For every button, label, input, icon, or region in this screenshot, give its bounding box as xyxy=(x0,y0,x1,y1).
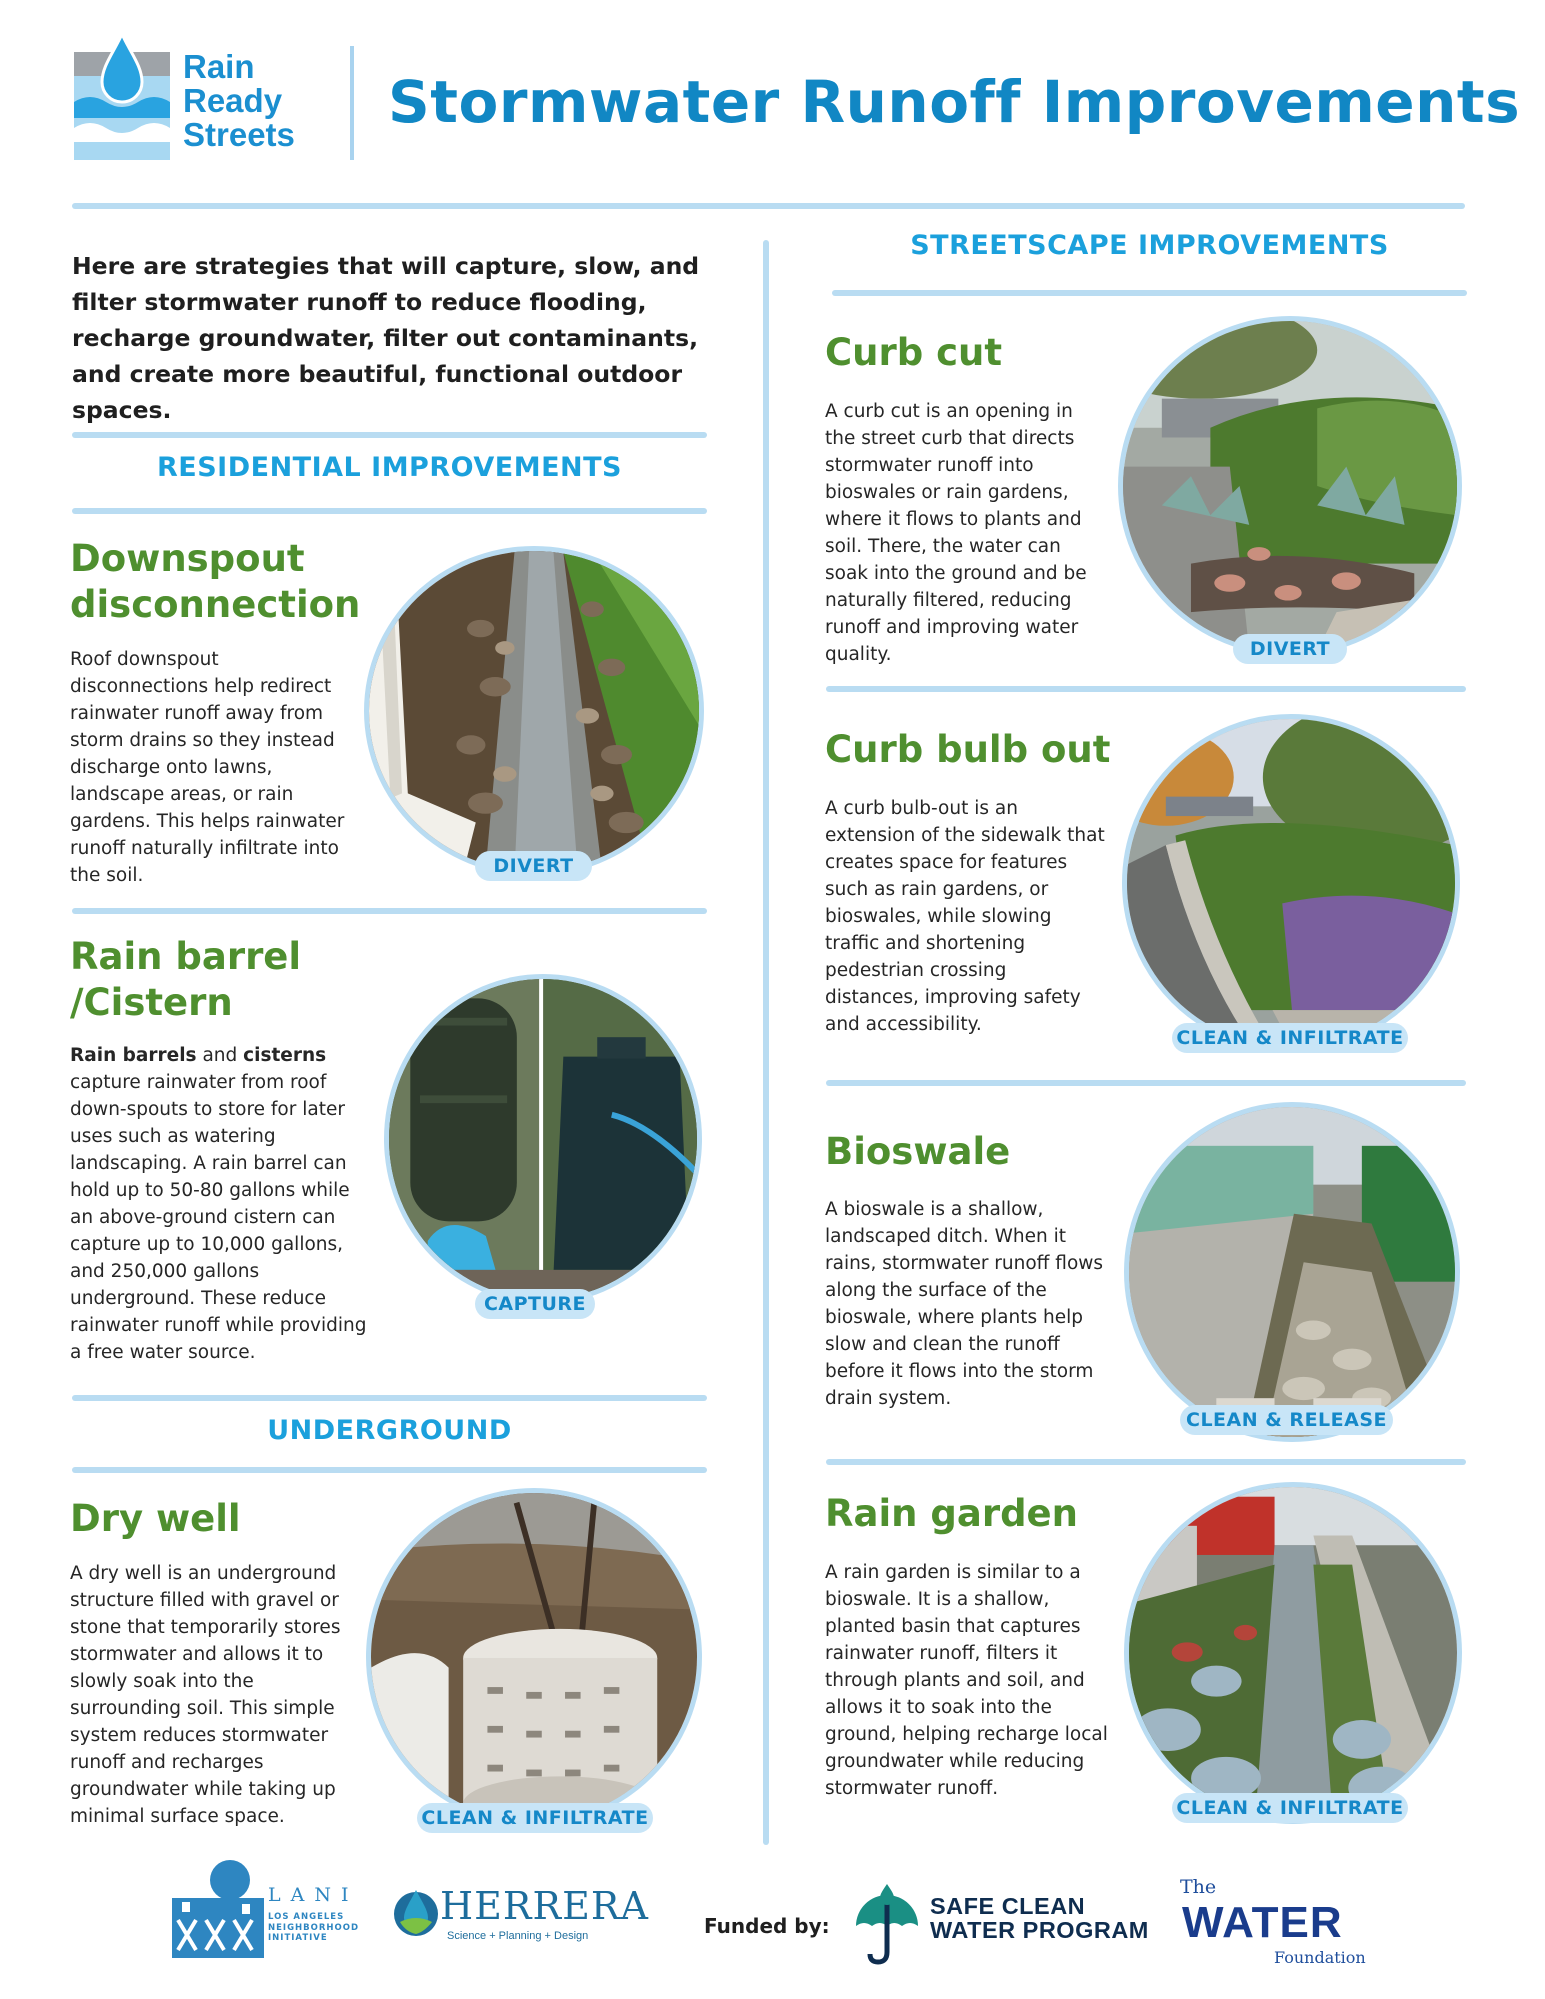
lani-subtitle xyxy=(268,1912,359,1944)
water-foundation-foundation: Foundation xyxy=(1274,1948,1366,1967)
dry-well-tag: CLEAN & INFILTRATE xyxy=(417,1803,653,1833)
rain-barrel-cistern-photo-icon xyxy=(384,974,702,1304)
funded-by-label: Funded by: xyxy=(704,1914,830,1938)
section-rule xyxy=(72,1467,707,1473)
rain-ready-streets-logo-icon xyxy=(74,32,170,160)
curb-cut-tag: DIVERT xyxy=(1233,634,1347,664)
rain-garden-description: A rain garden is similar to a bioswale. It is a shallow, planted basin that captures rainwater runoff, filters it through plants and soil, and allows it to soak into the ground, helping recharge local groundwater while reducing stormwater runoff. xyxy=(825,1562,1108,1799)
rain-barrel-title-line-1: Rain barrel xyxy=(70,935,302,978)
lani-name: LANI xyxy=(268,1884,359,1906)
cistern-bold-term: cisterns xyxy=(243,1045,327,1066)
scw-line-2: WATER PROGRAM xyxy=(930,1917,1149,1943)
rain-barrel-description xyxy=(70,1042,370,1366)
dry-well-title: Dry well xyxy=(70,1497,241,1540)
scw-line-1: SAFE CLEAN xyxy=(930,1893,1086,1919)
rain-barrel-body: capture rainwater from roof down-spouts to store for later uses such as watering landscaping. A rain barrel can hold up to 50-80 gallons while an above-ground cistern can capture up to 10,000 gallons, and 250,000 gallons underground. These reduce rainwater runoff while providing a free water source. xyxy=(70,1072,367,1363)
logo-wordmark xyxy=(183,50,295,152)
rain-barrel-bold-term: Rain barrels xyxy=(70,1045,197,1066)
safe-clean-water-umbrella-icon xyxy=(852,1882,922,1966)
herrera-name: HERRERA xyxy=(440,1884,649,1928)
curb-bulb-out-description: A curb bulb-out is an extension of the sidewalk that creates space for features such as rain gardens, or bioswales, while slowing traffic and shortening pedestrian crossing distances, improving safety and accessibility. xyxy=(825,798,1105,1035)
downspout-rock-channel-photo-icon xyxy=(364,546,704,876)
downspout-tag: DIVERT xyxy=(475,851,592,881)
rain-barrel-conjunction: and xyxy=(196,1045,244,1066)
bioswale-photo-icon xyxy=(1124,1102,1460,1442)
curb-cut-description: A curb cut is an opening in the street curb that directs stormwater runoff into bioswales or rain gardens, where it flows to plants and soil. There, the water can soak into the ground and be naturally filtered, reducing runoff and improving water quality. xyxy=(825,401,1087,665)
curb-bulb-out-title: Curb bulb out xyxy=(825,728,1111,771)
header-rule xyxy=(72,203,1465,209)
rain-garden-tag: CLEAN & INFILTRATE xyxy=(1172,1793,1408,1823)
bioswale-tag: CLEAN & RELEASE xyxy=(1180,1405,1393,1435)
column-divider xyxy=(763,240,769,1845)
header-divider xyxy=(350,46,354,160)
water-foundation-water: WATER xyxy=(1182,1898,1343,1947)
curb-bulb-out-photo-icon xyxy=(1122,714,1460,1052)
logo-line-3: Streets xyxy=(183,116,295,153)
item-rule xyxy=(826,686,1466,692)
downspout-title xyxy=(70,536,360,628)
rain-barrel-title-line-2: /Cistern xyxy=(70,981,233,1024)
downspout-title-line-1: Downspout xyxy=(70,537,305,580)
section-rule xyxy=(72,432,707,438)
rain-barrel-title xyxy=(70,934,301,1026)
curb-bulb-out-tag: CLEAN & INFILTRATE xyxy=(1172,1023,1408,1053)
lani-logo-icon xyxy=(172,1858,264,1958)
dry-well-install-photo-icon xyxy=(366,1488,702,1826)
page-title: Stormwater Runoff Improvements xyxy=(388,68,1521,136)
section-rule xyxy=(72,508,707,514)
section-heading-underground: UNDERGROUND xyxy=(267,1415,512,1446)
lani-sub-line-1: LOS ANGELES xyxy=(268,1912,345,1922)
section-rule xyxy=(832,290,1467,296)
lani-sub-line-3: INITIATIVE xyxy=(268,1933,328,1943)
bioswale-description: A bioswale is a shallow, landscaped ditch. When it rains, stormwater runoff flows along the surface of the bioswale, where plants help slow and clean the runoff before it flows into the storm drain system. xyxy=(825,1199,1104,1409)
safe-clean-water-wordmark xyxy=(930,1894,1149,1942)
herrera-tagline: Science + Planning + Design xyxy=(447,1930,589,1942)
rain-garden-photo-icon xyxy=(1124,1482,1462,1824)
bioswale-title: Bioswale xyxy=(825,1130,1011,1173)
downspout-title-line-2: disconnection xyxy=(70,583,361,626)
downspout-description: Roof downspout disconnections help redirect rainwater runoff away from storm drains so they instead discharge onto lawns, landscape areas, or rain gardens. This helps rainwater runoff naturally infiltrate into the soil. xyxy=(70,649,345,886)
water-foundation-the: The xyxy=(1180,1876,1217,1898)
herrera-logo-icon xyxy=(392,1884,440,1940)
logo-line-1: Rain xyxy=(183,48,255,85)
curb-cut-garden-photo-icon xyxy=(1118,316,1462,656)
rain-barrel-tag: CAPTURE xyxy=(475,1289,595,1319)
section-heading-streetscape: STREETSCAPE IMPROVEMENTS xyxy=(910,230,1389,261)
item-rule xyxy=(826,1080,1466,1086)
item-rule xyxy=(72,908,707,914)
intro-text: Here are strategies that will capture, slow, and filter stormwater runoff to reduce flooding, recharge groundwater, filter out contaminants, and create more beautiful, functional outdoor spaces. xyxy=(72,252,700,424)
rain-garden-title: Rain garden xyxy=(825,1492,1078,1535)
section-rule xyxy=(72,1395,707,1401)
section-heading-residential: RESIDENTIAL IMPROVEMENTS xyxy=(157,452,622,483)
lani-sub-line-2: NEIGHBORHOOD xyxy=(268,1922,360,1933)
curb-cut-title: Curb cut xyxy=(825,331,1003,374)
logo-line-2: Ready xyxy=(183,82,283,119)
item-rule xyxy=(826,1459,1466,1465)
dry-well-description: A dry well is an underground structure filled with gravel or stone that temporarily stores stormwater and allows it to slowly soak into the surrounding soil. This simple system reduces stormwater runoff and recharges groundwater while taking up minimal surface space. xyxy=(70,1563,341,1827)
